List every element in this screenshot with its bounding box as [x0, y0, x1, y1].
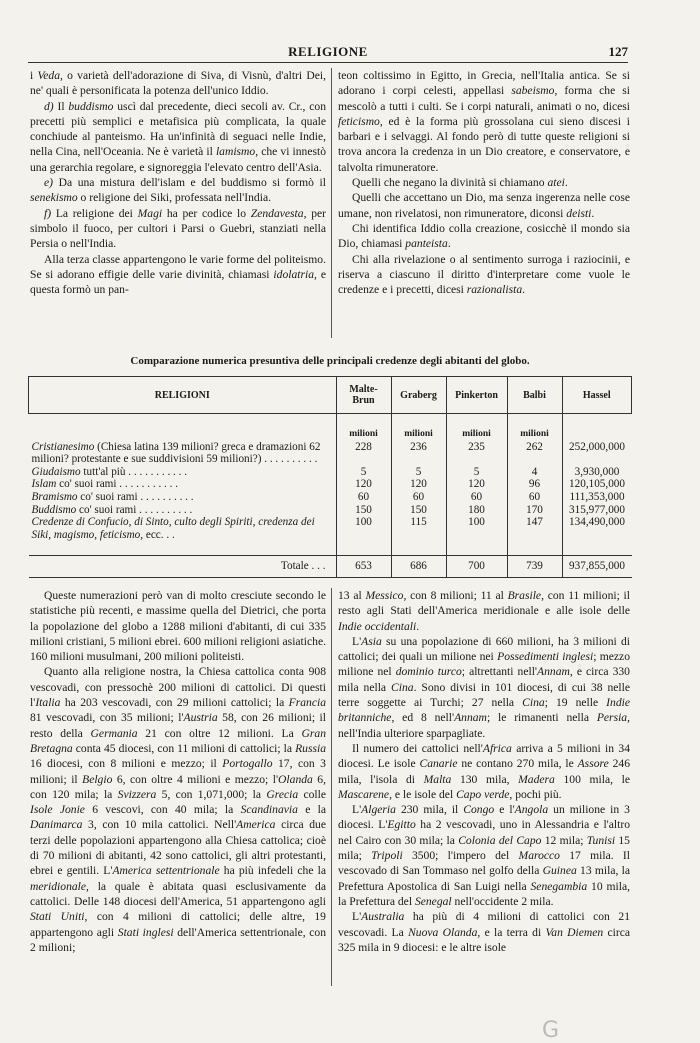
- italic-run: Svizzera: [117, 787, 157, 801]
- table-row: [29, 441, 632, 466]
- page-number: 127: [608, 44, 628, 59]
- text-run: circa due terzi delle popolazioni appartengono alla Chiesa cattolica; cioè di 70 milioni di abitanti, 42 sono cattolici, gli altri protestanti, ebrei e gentili. L': [30, 818, 326, 878]
- text-run: teon coltissimo in Egitto, in Grecia, nell'Italia antica. Se si adorano i corpi celesti, appellasi: [338, 69, 630, 98]
- text-run: 3500; l'impero del: [402, 849, 519, 863]
- text-run: 58, con 26 milioni; il resto della: [30, 711, 326, 740]
- text-run: su una popolazione di 660 milioni, ha 3 milioni di cattolici; dei quali un milione nei: [338, 634, 630, 664]
- value-cell: 100: [446, 516, 507, 541]
- bottom-left-column: [30, 588, 326, 955]
- header-source: Balbi: [507, 377, 562, 414]
- text-run: Chi alla rivelazione o al sentimento surroga i raziocinii, e riserva a ciascuno il diritto d'interpretare come vuole le credenze e i precetti, dicesi: [338, 252, 630, 297]
- text-run: dell'America settentrionale, con 2 milioni;: [30, 925, 327, 954]
- religion-label: [29, 478, 337, 491]
- italic-run: Cristianesimo: [31, 440, 95, 453]
- italic-run: dominio turco: [395, 665, 462, 679]
- text-run: circa 325 mila in 9 diocesi: e le altre isole: [338, 925, 631, 954]
- text-run: , con 11 milioni; il resto agli Stati dell'America meridionale e alle isole delle: [338, 589, 630, 618]
- text-run: , ed è la forma più grossolana cui sieno discesi i barbari e i selvaggi. Al fondo però di tutte queste religioni si trova ancora la credenza in un Dio creatore, e conservatore, e talvolta rimuneratore.: [338, 114, 630, 174]
- italic-run: lamismo: [215, 145, 256, 159]
- text-run: i: [30, 69, 38, 82]
- text-run: Alla terza classe appartengono le varie forme del politeismo. Se si adorano effigie delle varie divinità, chiamasi: [30, 252, 326, 281]
- text-run: , che vi innestò una gerarchia regolare, e signoreggia l'elevato centro dell'Asia.: [30, 145, 326, 174]
- total-cell: 700: [446, 556, 507, 578]
- text-run: .: [416, 619, 420, 633]
- total-cell: 653: [336, 556, 391, 578]
- italic-run: Africa: [482, 741, 512, 755]
- italic-run: Belgio: [82, 772, 113, 786]
- value-cell: 150: [336, 504, 391, 517]
- value-cell: 60: [336, 491, 391, 504]
- text-run: o religione dei Siki, professata nell'India.: [77, 191, 271, 205]
- italic-run: America settentrionale: [112, 864, 220, 878]
- paragraph: [30, 664, 326, 955]
- italic-run: feticismo: [338, 114, 380, 128]
- table-row: [29, 516, 632, 541]
- italic-run: Australia: [361, 910, 405, 924]
- text-run: Queste numerazioni però van di molto cresciute secondo le statistiche più recenti, e massime quella del Dietrici, che porta la popolazione del globo a 1288 milioni d'abitanti, di cui 335 milioni cristiani, 5 milioni ebrei. 600 milioni religioni asiatiche. 160 milioni musulmani, 200 milioni politeisti.: [30, 589, 326, 664]
- text-run: Quanto alla religione nostra, la Chiesa cattolica conta 908 vescovadi, con pressochè 200 milioni di cattolici. Di questi l': [30, 665, 326, 710]
- text-run: conta 45 diocesi, con 11 milioni di cattolici; la: [72, 741, 296, 755]
- italic-run: Tripoli: [371, 849, 403, 863]
- italic-run: Senegambia: [530, 879, 588, 893]
- text-run: 246 mila, l'isola di: [338, 757, 630, 786]
- table-body: [29, 414, 632, 556]
- value-cell: 170: [507, 504, 562, 517]
- text-run: 100 mila, le: [554, 772, 630, 786]
- text-run: Quelli che negano la divinità si chiamano: [352, 176, 548, 190]
- text-run: L': [352, 803, 362, 817]
- italic-run: Italia: [35, 696, 61, 710]
- italic-run: idolatria: [273, 267, 315, 281]
- text-run: 6, con oltre 4 milioni e mezzo; l': [112, 772, 279, 786]
- value-cell: 315,977,000: [562, 504, 632, 517]
- italic-run: Messico: [365, 589, 404, 602]
- value-cell: 120: [446, 478, 507, 491]
- value-cell: 5: [446, 466, 507, 479]
- text-run: 16 diocesi, con 8 milioni e mezzo; il: [30, 757, 223, 771]
- paragraph: [338, 68, 630, 175]
- italic-run: Annam: [537, 665, 570, 679]
- italic-run: Indie britanniche: [338, 696, 630, 725]
- text-run: , ed 8 nell': [391, 711, 455, 725]
- text-run: ha 203 vescovadi, con 29 milioni cattolici; la: [60, 696, 289, 710]
- italic-run: Van Diemen: [545, 925, 604, 939]
- italic-run: Nuova Olanda: [408, 925, 478, 939]
- scan-watermark-icon: G: [542, 1018, 560, 1043]
- text-run: 130 mila,: [451, 772, 519, 786]
- italic-run: America: [236, 818, 276, 832]
- value-cell: 180: [446, 504, 507, 517]
- text-run: (Chiesa latina 139 milioni? greca e dramazioni 62 milioni? protestante e sue suddivisioni 59 milioni?) . . . . . . . . . .: [31, 440, 321, 466]
- value-cell: 236: [391, 441, 446, 466]
- italic-run: Congo: [463, 803, 495, 817]
- text-run: 6 vescovi, con 40 mila; la: [84, 803, 241, 817]
- text-run: 12 mila;: [541, 833, 587, 847]
- italic-run: Isole Jonie: [30, 803, 85, 817]
- header-rule: [28, 62, 628, 63]
- text-run: Da una mistura dell'islam e del buddismo si formò il: [58, 176, 327, 190]
- unit-cell: milioni: [507, 414, 562, 441]
- italic-run: e): [44, 176, 59, 190]
- table-caption: Comparazione numerica presuntiva delle principali credenze degli abitanti del globo.: [130, 355, 530, 367]
- religion-table: [28, 376, 632, 582]
- text-run: ; mezzo milione nel: [338, 650, 630, 679]
- italic-run: Guinea: [542, 864, 577, 878]
- text-run: 6, con 120 mila; la: [30, 772, 326, 801]
- italic-run: Francia: [288, 696, 326, 710]
- text-run: 17, con 3 milioni; il: [30, 757, 326, 786]
- italic-run: Algeria: [361, 803, 396, 817]
- text-run: Il numero dei cattolici nell': [352, 741, 483, 755]
- italic-run: Cina: [522, 696, 545, 710]
- paragraph: [338, 175, 630, 190]
- text-run: Il: [57, 99, 69, 113]
- italic-run: Russia: [295, 741, 326, 755]
- text-run: , o varietà dell'adorazione di Siva, di Visnù, d'altri Dei, ne' quali è personificata la potenza dell'unico Iddio.: [30, 69, 327, 98]
- text-run: , e questa formò un pan-: [30, 267, 326, 297]
- italic-run: deisti: [566, 206, 592, 220]
- value-cell: 120: [391, 478, 446, 491]
- header-source: Pinkerton: [446, 377, 507, 414]
- italic-run: Capo verde: [456, 787, 510, 801]
- running-title: RELIGIONE: [288, 44, 368, 59]
- table-row: [29, 478, 632, 491]
- italic-run: Tunisi: [586, 833, 616, 847]
- text-run: , ecc. . .: [140, 528, 175, 541]
- paragraph: [338, 634, 630, 741]
- italic-run: Grecia: [266, 787, 299, 801]
- italic-run: Persia: [596, 711, 628, 725]
- paragraph: [338, 588, 630, 634]
- top-right-column: [338, 68, 630, 297]
- text-run: 10 mila, la Prefettura del: [338, 879, 630, 908]
- italic-run: Danimarca: [30, 818, 83, 832]
- value-cell: 5: [336, 466, 391, 479]
- text-run: , per simbolo il fuoco, per cultori i Parsi o Guebri, stanziati nella Persia o nell'India.: [30, 206, 327, 251]
- italic-run: Angola: [514, 803, 549, 817]
- italic-run: Madera: [518, 772, 555, 786]
- religion-label: [29, 441, 337, 466]
- text-run: un milione in 3 diocesi. L': [338, 803, 630, 832]
- spacer-row: [29, 541, 632, 556]
- text-run: ha 2 vescovadi, uno in Alessandria e l'altro nel Cairo con 30 mila; la: [338, 818, 630, 847]
- running-header: [28, 44, 628, 62]
- text-run: ha più di 4 milioni di cattolici con 21 vescovadi. La: [338, 910, 630, 939]
- total-cell: 686: [391, 556, 446, 578]
- unit-cell: milioni: [391, 414, 446, 441]
- table-row: [29, 466, 632, 479]
- italic-run: Stati Uniti: [30, 910, 85, 924]
- text-run: e la: [297, 803, 326, 817]
- italic-run: Egitto: [387, 818, 416, 832]
- text-run: ; le rimanenti nella: [486, 711, 597, 725]
- italic-run: Mascarene: [338, 787, 390, 801]
- text-run: .: [591, 206, 595, 220]
- italic-run: Stati inglesi: [117, 925, 174, 939]
- paragraph: [30, 68, 326, 99]
- italic-run: meridionale: [30, 879, 87, 893]
- text-run: ; altrettanti nell': [461, 665, 538, 679]
- text-run: 230 mila, il: [395, 803, 464, 817]
- religion-label: [29, 491, 337, 504]
- total-cell: 937,855,000: [562, 556, 632, 578]
- italic-run: sabeismo: [511, 84, 555, 98]
- value-cell: 115: [391, 516, 446, 541]
- value-cell: 228: [336, 441, 391, 466]
- value-cell: 111,353,000: [562, 491, 632, 504]
- italic-run: panteista: [405, 237, 448, 251]
- header-religioni: RELIGIONI: [29, 377, 337, 414]
- header-source: Hassel: [562, 377, 632, 414]
- italic-run: Possedimenti inglesi: [497, 650, 594, 664]
- italic-run: senekismo: [30, 191, 78, 205]
- text-run: uscì dal precedente, dieci secoli av. Cr., con precetti più semplici e metafisica più complicata, la quale conchiude al panteismo. Ha un'infinità di seguaci nelle Indie, nella Cina, nell'Oceania. Ne è varietà il: [30, 99, 326, 159]
- column-divider-bottom: [331, 588, 332, 986]
- column-divider-top: [331, 68, 332, 338]
- value-cell: 60: [507, 491, 562, 504]
- italic-run: Islam: [31, 478, 57, 491]
- italic-run: Magi: [137, 206, 163, 220]
- italic-run: buddismo: [68, 99, 114, 113]
- paragraph: [338, 909, 630, 955]
- value-cell: 134,490,000: [562, 516, 632, 541]
- value-cell: 5: [391, 466, 446, 479]
- text-run: , e la terra di: [477, 925, 546, 939]
- italic-run: Olanda: [278, 772, 313, 786]
- text-run: co' suoi rami . . . . . . . . . .: [76, 503, 193, 516]
- italic-run: Canarie: [419, 757, 458, 771]
- text-run: Quelli che accettano un Dio, ma senza ingerenza nelle cose umane, non rivelatosi, non rimuneratore, diconsi: [338, 191, 630, 220]
- italic-run: Senegal: [414, 894, 452, 908]
- text-run: tutt'al più . . . . . . . . . . .: [80, 465, 188, 478]
- italic-run: Bramismo: [31, 490, 78, 503]
- italic-run: Annam: [454, 711, 487, 725]
- italic-run: Brasile: [507, 589, 542, 602]
- italic-run: Asia: [361, 634, 382, 648]
- italic-run: Credenze di Confucio, di Sinto, culto degli Spiriti, credenza dei Siki, magismo, feticismo: [31, 516, 315, 541]
- text-run: La religione dei: [55, 206, 138, 220]
- text-run: 5, con 1,071,000; la: [156, 787, 267, 801]
- paragraph: [338, 252, 630, 298]
- text-run: ha per codice lo: [162, 206, 251, 220]
- text-run: colle: [298, 787, 327, 801]
- value-cell: 4: [507, 466, 562, 479]
- value-cell: 60: [446, 491, 507, 504]
- total-cell: 739: [507, 556, 562, 578]
- italic-run: f): [44, 206, 56, 220]
- text-run: L': [352, 634, 362, 648]
- italic-run: d): [44, 99, 58, 113]
- italic-run: Malta: [423, 772, 452, 786]
- text-run: 3, con 10 mila cattolici. Nell': [82, 818, 237, 832]
- paragraph: [338, 741, 630, 802]
- value-cell: 120,105,000: [562, 478, 632, 491]
- value-cell: 100: [336, 516, 391, 541]
- paragraph: [338, 190, 630, 221]
- unit-cell: milioni: [446, 414, 507, 441]
- value-cell: 252,000,000: [562, 441, 632, 466]
- value-cell: 60: [391, 491, 446, 504]
- paragraph: [30, 206, 326, 252]
- value-cell: 147: [507, 516, 562, 541]
- unit-cell: [562, 414, 632, 441]
- text-run: 15 mila;: [338, 833, 630, 863]
- religion-label: [29, 504, 337, 517]
- paragraph: [338, 802, 630, 909]
- value-cell: 96: [507, 478, 562, 491]
- text-run: arriva a 5 milioni in 34 diocesi. Le isole: [338, 741, 630, 771]
- table-row: [29, 504, 632, 517]
- header-source: Malte-Brun: [336, 377, 391, 414]
- italic-run: Gran Bretagna: [30, 726, 326, 755]
- italic-run: Austria: [183, 711, 218, 725]
- value-cell: 262: [507, 441, 562, 466]
- text-run: e l': [494, 803, 515, 817]
- italic-run: Veda: [37, 69, 60, 82]
- text-run: co' suoi rami . . . . . . . . . . .: [56, 478, 179, 491]
- italic-run: Colonia del Capo: [458, 833, 542, 847]
- italic-run: Giudaismo: [31, 465, 81, 478]
- table-row: [29, 491, 632, 504]
- italic-run: Cina: [391, 680, 414, 694]
- text-run: , pochi più.: [509, 787, 562, 801]
- italic-run: Indie occidentali: [338, 619, 417, 633]
- text-run: , la quale è abitata quasi esclusivamente da cattolici. Delle 148 diocesi dell'America, 51 appartengono agli: [30, 879, 326, 908]
- text-run: nell'occidente 2 mila.: [451, 894, 554, 908]
- text-run: .: [447, 237, 451, 251]
- text-run: 21 con oltre 12 milioni. La: [137, 726, 302, 740]
- text-run: , con 4 milioni di cattolici; delle altre, 19 appartengono agli: [30, 910, 326, 939]
- text-run: 13 al: [338, 589, 366, 602]
- paragraph: [338, 221, 630, 252]
- total-row: [29, 556, 632, 578]
- italic-run: Buddismo: [31, 503, 77, 516]
- paragraph: [30, 252, 326, 298]
- text-run: L': [352, 910, 362, 924]
- value-cell: 150: [391, 504, 446, 517]
- top-left-column: [30, 68, 326, 297]
- italic-run: Zendavesta: [250, 206, 304, 220]
- text-run: , con 8 milioni; 11 al: [403, 589, 508, 602]
- text-run: ; 19 nelle: [544, 696, 607, 710]
- text-run: ha più infedeli che la: [219, 864, 326, 878]
- text-run: 13 mila, la Prefettura Apostolica di San Luigi nella: [338, 864, 630, 893]
- header-source: Graberg: [391, 377, 446, 414]
- text-run: ne contano 270 mila, le: [457, 757, 578, 771]
- paragraph: [30, 588, 326, 664]
- italic-run: Marocco: [518, 849, 560, 863]
- value-cell: 120: [336, 478, 391, 491]
- italic-run: atei: [547, 176, 565, 190]
- italic-run: razionalista: [466, 283, 523, 297]
- italic-run: Assore: [577, 757, 609, 771]
- text-run: 17 mila. Il vescovado di San Tommaso nel golfo della: [338, 849, 630, 878]
- text-run: Chi identifica Iddio colla creazione, cosicchè il mondo sia Dio, chiamasi: [338, 221, 630, 251]
- italic-run: Scandinavia: [240, 803, 298, 817]
- paragraph: [30, 99, 326, 175]
- text-run: 81 vescovadi, con 35 milioni; l': [30, 711, 184, 725]
- total-label: Totale . . .: [29, 556, 337, 578]
- text-run: , nell'India ulteriore sparpagliate.: [338, 711, 631, 740]
- bottom-right-column: [338, 588, 630, 955]
- text-run: co' suoi rami . . . . . . . . . .: [77, 490, 194, 503]
- text-run: , e le isole del: [389, 787, 457, 801]
- paragraph: [30, 175, 326, 206]
- italic-run: Portogallo: [222, 757, 273, 771]
- unit-cell: milioni: [336, 414, 391, 441]
- text-run: , forma che si mescolò a tutti i culti. Se i corpi naturali, animati o no, dicesi: [338, 84, 630, 113]
- text-run: .: [564, 176, 568, 190]
- text-run: .: [522, 283, 526, 297]
- italic-run: Germania: [90, 726, 138, 740]
- value-cell: 235: [446, 441, 507, 466]
- religion-label: [29, 466, 337, 479]
- religion-label: [29, 516, 337, 541]
- value-cell: 3,930,000: [562, 466, 632, 479]
- text-run: . Sono divisi in 101 diocesi, di cui 38 nelle terre soggette ai Turchi; 27 nella: [338, 680, 631, 710]
- text-run: , e circa 330 mila nella: [338, 665, 630, 694]
- units-row: [29, 414, 632, 441]
